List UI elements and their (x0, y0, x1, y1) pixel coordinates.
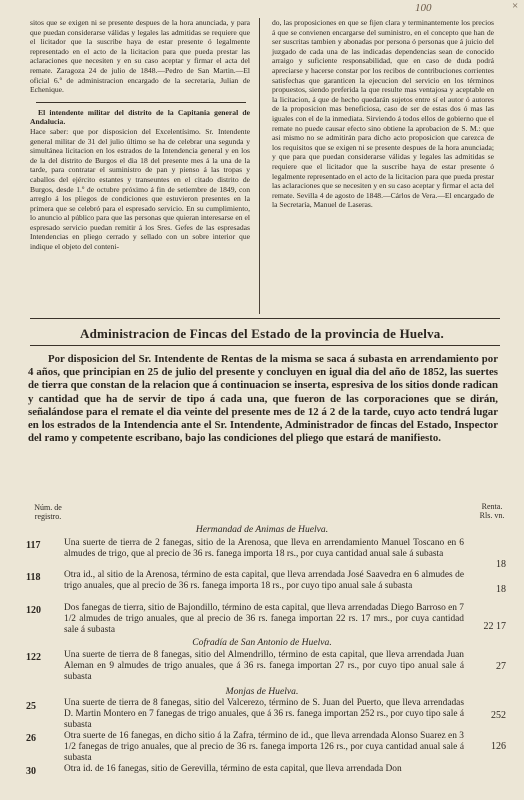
lot-description: Otra id., al sitio de la Arenosa, término de esta capital, que lleva arrendada José Saavedra en 6 almudes de trigo anuales, que al precio de 36 rs. fanega importa 18 rs., por cuyo tipo anual sale á subasta (64, 570, 464, 591)
heading-rule-bottom (30, 345, 500, 346)
lot-number: 117 (26, 540, 41, 551)
column-header-rent: Renta. Rls. vn. (479, 502, 505, 520)
lot-rent: 18 (496, 559, 506, 570)
page-number-handwritten: 100 (415, 2, 432, 14)
lot-description: Dos fanegas de tierra, sitio de Bajondillo, término de esta capital, que lleva arrendadas Diego Barroso en 7 1/2 almudes de trigo anuales, que al precio de 36 rs. fanega importan 22 rs. 17 mrs., por cuya cantidad sale á subasta (64, 603, 464, 635)
lot-description: Una suerte de tierra de 8 fanegas, sitio del Valcerezo, término de S. Juan del Puerto, que lleva arrendadas D. Martin Montero en 7 fanegas de trigo anuales, que á 36 rs. fanega importan 252 rs., por cuyo tipo sale á subasta (64, 698, 464, 730)
lot-number: 26 (26, 733, 36, 744)
lot-rent: 126 (491, 741, 506, 752)
left-column (30, 18, 250, 252)
notice-body: Hace saber: que por disposicion del Excelentísimo. Sr. Intendente general militar de 31 del julio último se ha de celebrar una segunda y simultánea licitacion en los estrados de la Intendencia general y en los de la del distrito de Burgos el dia 18 del presente mes á la una de la tarde, para contratar el suministro de pan y pienso á las tropas y caballos del ejército estantes y transeuntes en el citado distrito de Burgos, desde 1.º de octubre próximo á fin de setiembre de 1849, con arreglo á los pliegos de condiciones que estuvieron presentes en la primera que se celebró para el espresado servicio. En su cumplimiento, lo anuncio al público para que las personas que quieran interesarse en el espresado servicio puedan remitir á los Sres. Gefes de las espresadas Intendencias en pliego cerrado y sellado con un sobre interior que indique el objeto del conteni- (30, 126, 250, 252)
heading-rule-top (30, 318, 500, 319)
corner-mark: × (512, 0, 519, 12)
separator-rule (36, 102, 246, 103)
section-title: Cofradía de San Antonio de Huelva. (192, 637, 332, 648)
right-column-text: do, las proposiciones en que se fijen clara y terminantemente los precios á que se convienen encargarse del suministro, en el concepto que han de ser suscritas tambien y abonadas por persona ó personas que á juicio del juzgado de cada una de las indicadas dependencias sean de conocido arraigo y suficiente responsabilidad, que en caso de duda podrá apreciarse y hacerse constar por los recibos de contribuciones corrientes satisfechas que garanticen la ejecucion del servicio en los términos propuestos, siendo preferida la que resulte mas ventajosa y aceptable en la licitacion, á que de hecho quedarán sujetos entre sí el autor ó autores de la proposicion mas beneficiosa, caso de ser de estas dos ó mas las iguales con el de la inmediata. Sirviendo á todos ellos de gobierno que el remate no puede causar efecto sino obtiene la aprobacion de S. M.: que asi mismo no se admitirán para dicho acto proposicion que carezca de los requisitos que se exigen ni se presente despues de la hora anunciada; y que para que puedan considerarse válidas y legales las admitidas se requiere que el licitador que la suscribe haya de estar presente ó legalmente representado en el acto de la licitacion para que pueda prestar las aclaraciones que se necesiten y en su caso aceptar y firmar el acta del remate. Sevilla 4 de agosto de 1848.—Cárlos de Vera.—El encargado de la Secretaría, Manuel de Laseras. (272, 18, 495, 210)
section-title: Monjas de Huelva. (225, 686, 299, 697)
section-heading: Administracion de Fincas del Estado de la provincia de Huelva. (80, 326, 444, 341)
left-column-continuation: sitos que se exigen ni se presente despues de la hora anunciada, y para que puedan considerarse válidas y legales las admitidas se requiere que el licitador que la suscribe haya de estar presente ó legalmente representado en el acto de la licitacion para que pueda prestar las aclaraciones que necesiten y en su caso aceptar y firmar el acta del remate. Zaragoza 24 de julio de 1848.—Pedro de San Martin.—El oficial 6.º de administracion encargado de la secretaria, Julian de Echenique. (30, 18, 250, 95)
column-header-number: Núm. de registro. (34, 503, 62, 521)
lot-number: 122 (26, 652, 41, 663)
lot-description: Otra id. de 16 fanegas, sitio de Gerevilla, término de esta capital, que lleva arrendada Don (64, 764, 402, 774)
lot-number: 25 (26, 701, 36, 712)
column-divider (259, 18, 260, 314)
lot-number: 30 (26, 766, 36, 777)
lot-description: Una suerte de tierra de 8 fanegas, sitio del Almendrillo, término de esta capital, que lleva arrendada Juan Aleman en 9 almudes de trigo anuales, que á 36 rs. fanega importan 27 rs., por cuyo tipo anual sale á subasta (64, 650, 464, 682)
lot-rent: 22 17 (483, 621, 506, 632)
section-title: Hermandad de Animas de Huelva. (195, 524, 329, 535)
lot-rent: 18 (496, 584, 506, 595)
lot-description: Una suerte de tierra de 2 fanegas, sitio de la Arenosa, que lleva en arrendamiento Manuel Toscano en 6 almudes de trigo, que al precio de 36 rs. fanega importa 18 rs., por cuya cantidad anual sale á subasta (64, 538, 464, 559)
lot-rent: 27 (496, 661, 506, 672)
lot-number: 120 (26, 605, 41, 616)
lot-number: 118 (26, 572, 41, 583)
intro-paragraph: Por disposicion del Sr. Intendente de Rentas de la misma se saca á subasta en arrendamiento por 4 años, que principian en 25 de julio del presente y concluyen en igual dia del año de 1852, las suertes de tierra que constan de la relacion que á continuacion se inserta, espresiva de los sitios donde radican y cantidad que ha de servir de tipo á cada una, que fueron de las corporaciones que se dirán, señalándose para el remate el dia veinte del presente mes de 12 á 2 de la tarde, cuyo acto tendrá lugar en los estrados de la Intendencia ante el Sr. Intendente, Administrador de fincas del Estado, Inspector del ramo y competente escribano, bajo las condiciones del pliego que estará de manifiesto. (28, 353, 498, 445)
right-column (272, 18, 494, 210)
lot-description: Otra suerte de 16 fanegas, en dicho sitio á la Zafra, término de id., que lleva arrendada Alonso Suarez en 3 1/2 fanegas de trigo anuales, que al precio de 36 rs. fanega importa 126 rs., por cuya cantidad anual sale á subasta (64, 731, 464, 763)
lot-rent: 252 (491, 710, 506, 721)
notice-title: El intendente militar del distrito de la Capitania general de Andalucia. (30, 107, 250, 127)
